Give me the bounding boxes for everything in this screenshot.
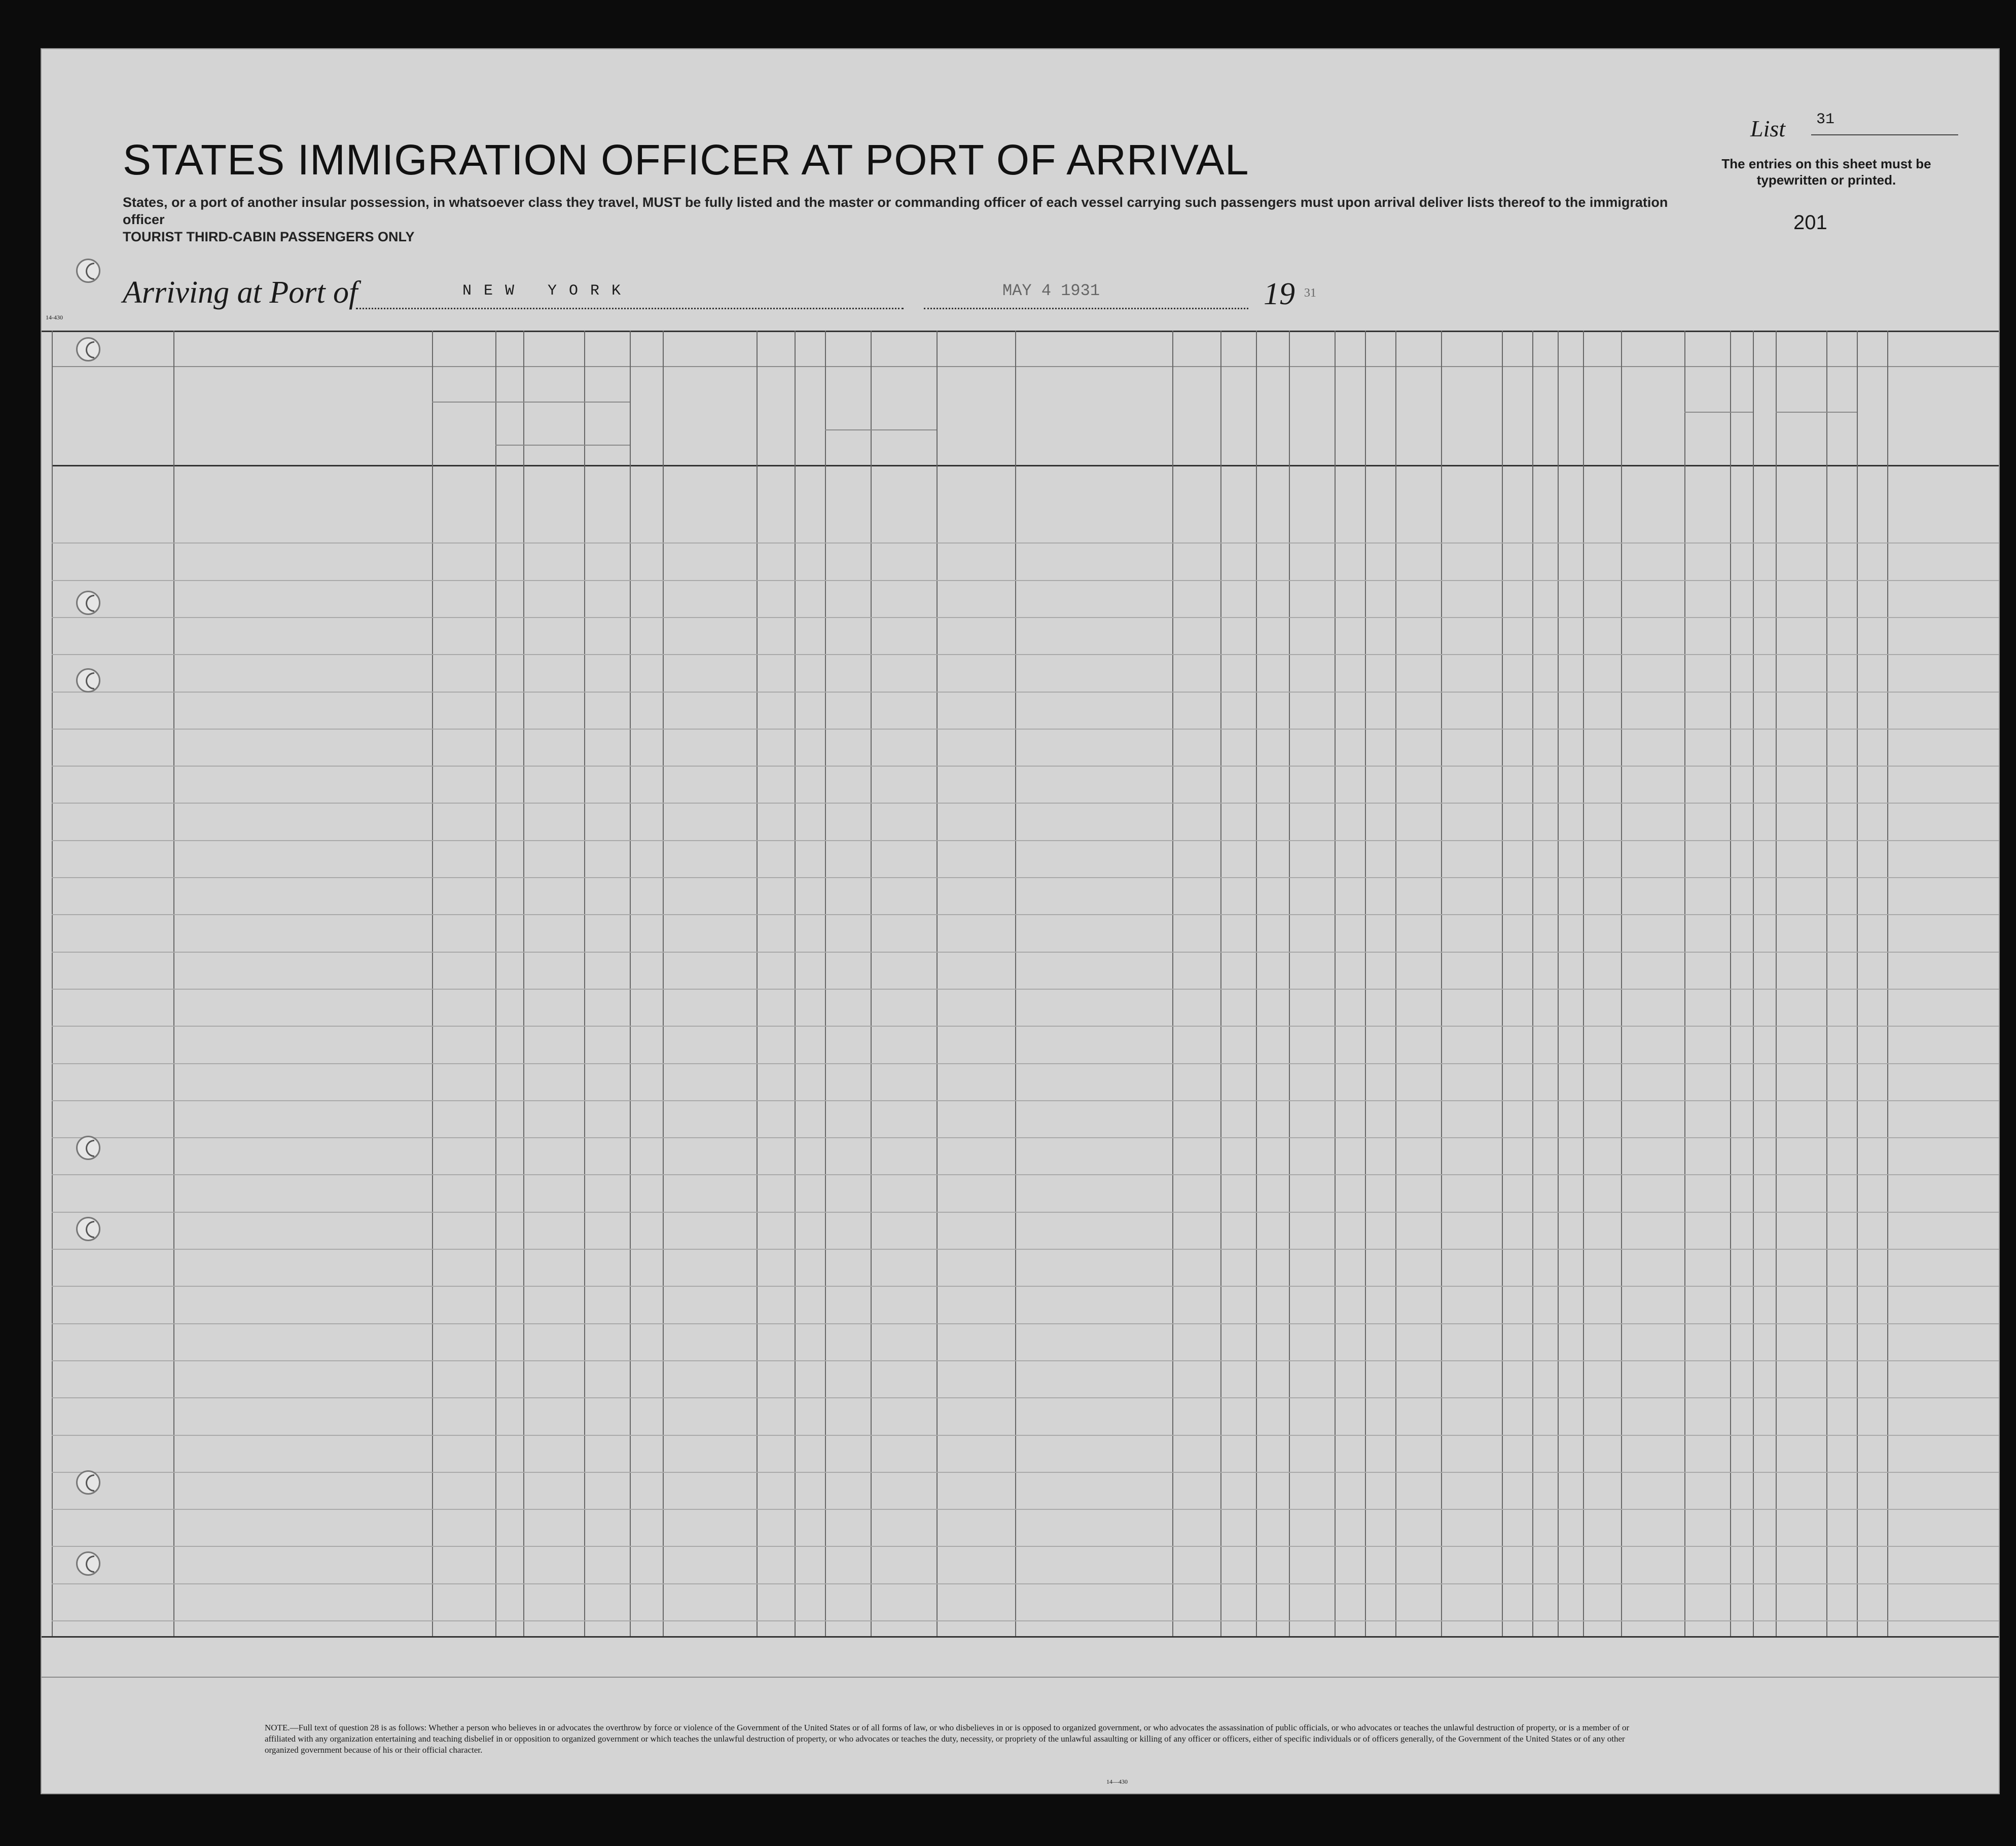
subtitle-line: States, or a port of another insular possession, in whatsoever class they travel, MUST be fully listed and the master or commanding officer of each vessel carrying such passengers must upon arrival deliver lists thereof to the immigration officer: [123, 195, 1668, 227]
manifest-sheet: [41, 48, 2000, 1794]
column-divider: [523, 331, 524, 1636]
column-divider: [1753, 331, 1754, 1636]
column-divider: [1220, 331, 1221, 1636]
column-divider: [937, 331, 938, 1636]
row-rule: [52, 1472, 1999, 1473]
manifest-table: [42, 49, 1999, 1793]
subheader-rule: [825, 429, 937, 430]
port-value: NEW YORK: [462, 282, 633, 300]
row-rule: [52, 1286, 1999, 1287]
column-divider: [1558, 331, 1559, 1636]
row-rule: [52, 542, 1999, 544]
column-divider: [173, 331, 174, 1636]
year-prefix: 19: [1264, 277, 1295, 311]
list-number: 31: [1816, 111, 1835, 128]
column-divider: [663, 331, 664, 1636]
column-divider: [1684, 331, 1685, 1636]
row-rule: [52, 1137, 1999, 1138]
table-top-rule: [42, 331, 1999, 332]
column-divider: [1776, 331, 1777, 1636]
date-stamp: MAY 4 1931: [1002, 281, 1100, 300]
row-rule: [52, 1249, 1999, 1250]
column-divider: [1365, 331, 1366, 1636]
row-rule: [52, 803, 1999, 804]
row-rule: [52, 989, 1999, 990]
year-suffix: 31: [1304, 286, 1316, 300]
row-rule: [52, 877, 1999, 878]
binder-hole-icon: [76, 668, 100, 693]
row-rule: [52, 617, 1999, 618]
column-divider: [52, 331, 53, 1636]
binder-hole-icon: [76, 1551, 100, 1576]
row-rule: [52, 1397, 1999, 1398]
column-divider: [1621, 331, 1622, 1636]
row-rule: [52, 1620, 1999, 1621]
binder-hole-icon: [76, 259, 100, 283]
column-divider: [825, 331, 826, 1636]
row-rule: [52, 692, 1999, 693]
row-rule: [52, 1435, 1999, 1436]
binder-hole-icon: [76, 1470, 100, 1495]
column-divider: [1887, 331, 1888, 1636]
column-divider: [1999, 331, 2000, 1636]
row-rule: [52, 766, 1999, 767]
row-rule: [52, 952, 1999, 953]
footer-rule: [42, 1677, 1999, 1678]
row-rule: [52, 654, 1999, 655]
page-number: 201: [1793, 211, 1827, 234]
column-divider: [795, 331, 796, 1636]
row-rule: [52, 1026, 1999, 1027]
subheader-rule: [1776, 412, 1857, 413]
column-divider: [1441, 331, 1442, 1636]
column-divider: [1532, 331, 1533, 1636]
row-rule: [52, 840, 1999, 841]
subheader-rule: [1684, 412, 1753, 413]
row-rule: [52, 729, 1999, 730]
column-divider: [1395, 331, 1396, 1636]
binder-hole-icon: [76, 337, 100, 361]
column-divider: [1335, 331, 1336, 1636]
header-bottom-rule: [52, 465, 1999, 466]
column-divider: [1730, 331, 1731, 1636]
page-title: STATES IMMIGRATION OFFICER AT PORT OF ARRIVAL: [123, 136, 1249, 184]
row-rule: [52, 914, 1999, 915]
column-divider: [1256, 331, 1257, 1636]
column-divider: [1583, 331, 1584, 1636]
row-rule: [52, 1546, 1999, 1547]
row-rule: [52, 1100, 1999, 1101]
column-divider: [495, 331, 496, 1636]
arriving-label: Arriving at Port of: [123, 275, 358, 310]
row-rule: [52, 1063, 1999, 1064]
subtitle-passenger-class: TOURIST THIRD-CABIN PASSENGERS ONLY: [123, 229, 415, 244]
list-label: List: [1750, 116, 1786, 141]
column-number-rule: [52, 366, 1999, 367]
column-divider: [1015, 331, 1016, 1636]
column-divider: [871, 331, 872, 1636]
form-code: 14-430: [46, 314, 63, 321]
footnote: NOTE.—Full text of question 28 is as follows: Whether a person who believes in or advocates the overthrow by force or violence of the Government of the United States or of all forms of law, or who disbelieves in or is opposed to organized government, or who advocates the assassination of public officials, or who advocates or teaches the unlawful destruction of property, or is a member of or affiliated with any organization entertaining and teaching disbelief in or opposition to organized government or which teaches the unlawful destruction of property, or who advocates or teaches the duty, necessity, or propriety of the unlawful assaulting or killing of any officer or officers, either of specific individuals or of officers generally, of the Government of the United States or of any other organized government because of his or their official character.: [265, 1723, 1630, 1755]
row-rule: [52, 1174, 1999, 1175]
column-divider: [1502, 331, 1503, 1636]
row-rule: [52, 1583, 1999, 1584]
column-divider: [432, 331, 433, 1636]
entries-note: The entries on this sheet must be typewritten or printed.: [1721, 156, 1931, 188]
subheader-rule: [432, 402, 630, 403]
table-bottom-rule: [42, 1636, 1999, 1638]
subheader-rule: [495, 445, 630, 446]
binder-hole-icon: [76, 1136, 100, 1160]
binder-hole-icon: [76, 1217, 100, 1241]
row-rule: [52, 1212, 1999, 1213]
row-rule: [52, 1509, 1999, 1510]
column-divider: [757, 331, 758, 1636]
column-divider: [1172, 331, 1173, 1636]
column-divider: [1857, 331, 1858, 1636]
binder-hole-icon: [76, 591, 100, 615]
column-divider: [630, 331, 631, 1636]
row-rule: [52, 580, 1999, 581]
column-divider: [584, 331, 585, 1636]
footnote-code: 14—430: [1106, 1778, 1128, 1785]
column-divider: [1826, 331, 1827, 1636]
column-divider: [1289, 331, 1290, 1636]
row-rule: [52, 1323, 1999, 1324]
row-rule: [52, 1360, 1999, 1361]
